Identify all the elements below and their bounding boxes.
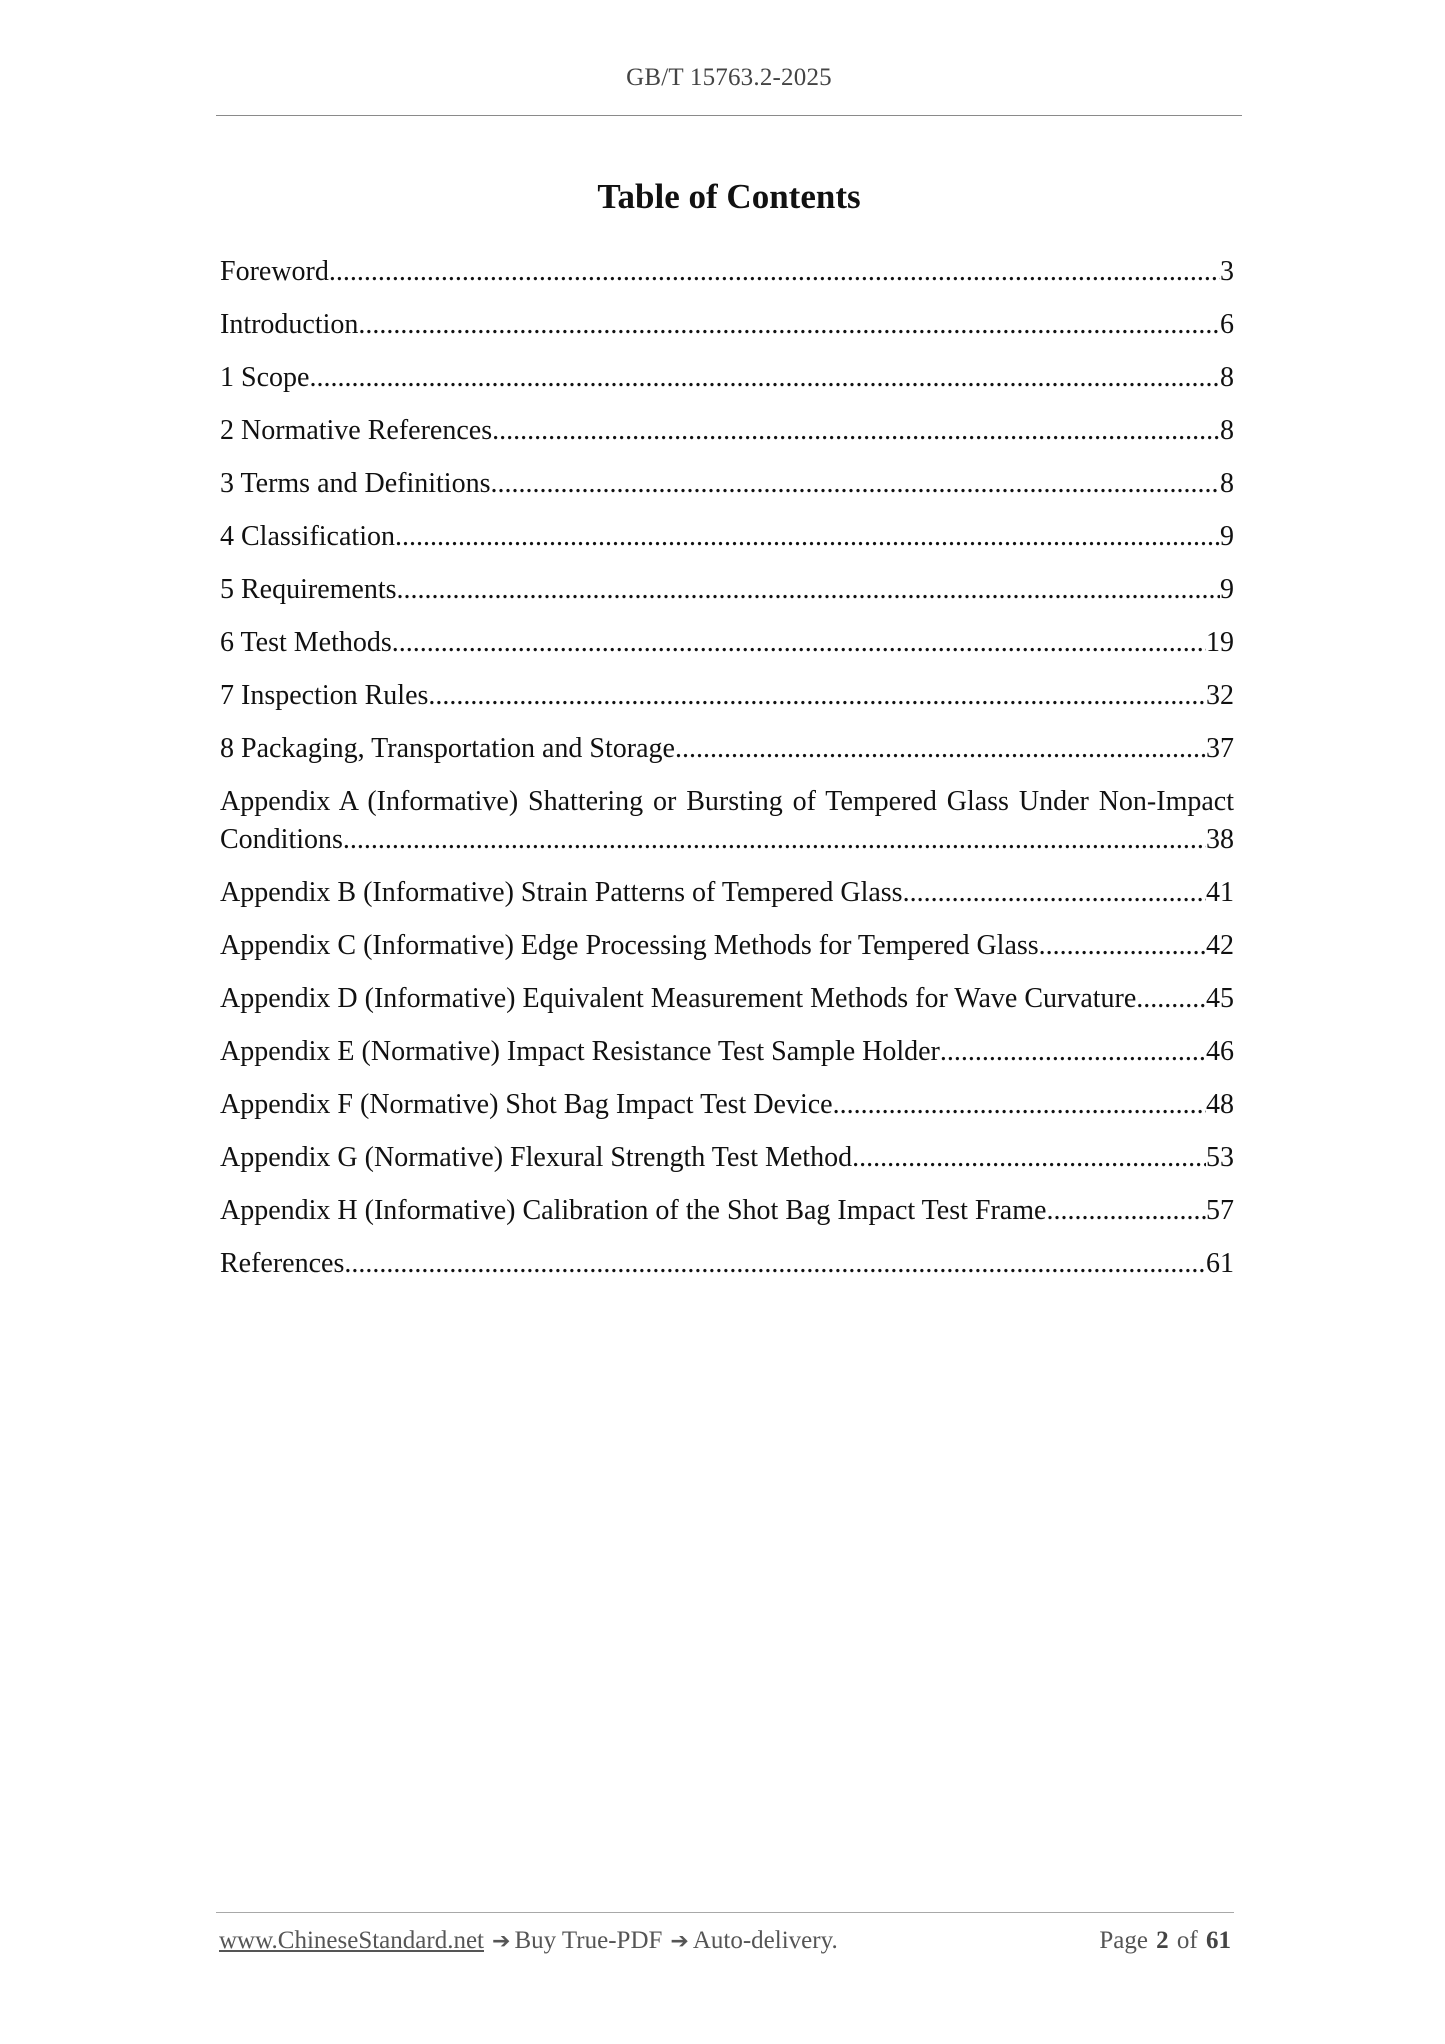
toc-entry-appendix-h[interactable] <box>220 1192 1234 1230</box>
toc-entry-introduction[interactable] <box>220 306 1234 344</box>
right-arrow-icon: ➔ <box>492 1929 511 1954</box>
toc-entry-inspection-rules[interactable] <box>220 677 1234 715</box>
toc-entry-normative-references[interactable] <box>220 412 1234 450</box>
toc-entry-page: 8 <box>1220 362 1234 393</box>
toc-entry-appendix-g[interactable] <box>220 1139 1234 1177</box>
toc-entry-page: 42 <box>1206 930 1234 961</box>
dot-leader <box>344 1245 1206 1283</box>
dot-leader <box>343 821 1206 859</box>
page-word: Page <box>1099 1927 1148 1954</box>
current-page-number: 2 <box>1156 1927 1169 1954</box>
buy-true-pdf-text: Buy True-PDF <box>514 1927 663 1954</box>
toc-entry-label: Introduction <box>220 309 359 340</box>
toc-entry-label: 3 Terms and Definitions <box>220 468 491 499</box>
toc-entry-references[interactable] <box>220 1245 1234 1283</box>
dot-leader <box>329 253 1220 291</box>
auto-delivery-text: Auto-delivery. <box>692 1927 838 1954</box>
toc-entry-packaging[interactable] <box>220 730 1234 768</box>
footer-promo <box>219 1927 838 1955</box>
toc-title: Table of Contents <box>597 177 861 216</box>
toc-entry-appendix-a[interactable] <box>220 783 1234 859</box>
toc-entry-page: 32 <box>1206 680 1234 711</box>
toc-entry-label-continued: Conditions <box>220 824 343 855</box>
toc-entry-page: 53 <box>1206 1142 1234 1173</box>
toc-entry-page: 57 <box>1206 1195 1234 1226</box>
dot-leader <box>492 412 1220 450</box>
toc-entry-label: 6 Test Methods <box>220 627 392 658</box>
total-pages-number: 61 <box>1206 1927 1231 1954</box>
toc-entry-appendix-c[interactable] <box>220 927 1234 965</box>
dot-leader <box>358 306 1220 344</box>
toc-entry-label: Appendix D (Informative) Equivalent Measurement Methods for Wave Curvature <box>220 983 1137 1014</box>
dot-leader <box>852 1139 1206 1177</box>
document-header: GB/T 15763.2-2025 <box>626 64 832 91</box>
toc-entry-foreword[interactable] <box>220 253 1234 291</box>
toc-entry-classification[interactable] <box>220 518 1234 556</box>
page-indicator <box>1097 1927 1231 1955</box>
toc-entry-test-methods[interactable] <box>220 624 1234 662</box>
toc-entry-label: 8 Packaging, Transportation and Storage <box>220 733 675 764</box>
toc-entry-page: 6 <box>1220 309 1234 340</box>
dot-leader <box>903 874 1206 912</box>
toc-entry-label: Foreword <box>220 256 329 287</box>
dot-leader <box>1046 1192 1206 1230</box>
dot-leader <box>428 677 1206 715</box>
toc-entry-label: Appendix G (Normative) Flexural Strength Test Method <box>220 1142 853 1173</box>
toc-entry-label: 1 Scope <box>220 362 310 393</box>
dot-leader <box>1039 927 1206 965</box>
toc-entry-page: 48 <box>1206 1089 1234 1120</box>
dot-leader <box>833 1086 1206 1124</box>
header-divider <box>216 115 1242 116</box>
page-footer <box>219 1927 1231 1955</box>
toc-entry-terms-definitions[interactable] <box>220 465 1234 503</box>
toc-entry-page: 8 <box>1220 468 1234 499</box>
toc-entry-appendix-b[interactable] <box>220 874 1234 912</box>
toc-entry-scope[interactable] <box>220 359 1234 397</box>
toc-entry-page: 41 <box>1206 877 1234 908</box>
toc-entry-label: Appendix C (Informative) Edge Processing Methods for Tempered Glass <box>220 930 1039 961</box>
toc-entry-page: 46 <box>1206 1036 1234 1067</box>
website-link[interactable]: www.ChineseStandard.net <box>219 1927 484 1954</box>
dot-leader <box>395 518 1220 556</box>
toc-entry-page: 9 <box>1220 521 1234 552</box>
toc-entry-label: 2 Normative References <box>220 415 493 446</box>
dot-leader <box>397 571 1220 609</box>
toc-entry-requirements[interactable] <box>220 571 1234 609</box>
dot-leader <box>940 1033 1206 1071</box>
toc-entry-label: References <box>220 1248 345 1279</box>
dot-leader <box>309 359 1220 397</box>
right-arrow-icon: ➔ <box>670 1929 689 1954</box>
toc-entry-page: 8 <box>1220 415 1234 446</box>
toc-entry-label: 7 Inspection Rules <box>220 680 429 711</box>
toc-entry-appendix-e[interactable] <box>220 1033 1234 1071</box>
table-of-contents <box>220 253 1234 1298</box>
dot-leader <box>675 730 1206 768</box>
toc-entry-page: 19 <box>1206 627 1234 658</box>
toc-entry-label: 5 Requirements <box>220 574 397 605</box>
toc-entry-appendix-f[interactable] <box>220 1086 1234 1124</box>
toc-entry-page: 9 <box>1220 574 1234 605</box>
of-word: of <box>1176 1927 1198 1954</box>
toc-entry-page: 38 <box>1206 824 1234 855</box>
dot-leader <box>392 624 1206 662</box>
toc-entry-page: 45 <box>1206 983 1234 1014</box>
toc-entry-label: Appendix B (Informative) Strain Patterns of Tempered Glass <box>220 877 903 908</box>
toc-entry-label: 4 Classification <box>220 521 395 552</box>
toc-entry-appendix-d[interactable] <box>220 980 1234 1018</box>
toc-entry-label: Appendix F (Normative) Shot Bag Impact Test Device <box>220 1089 833 1120</box>
dot-leader <box>1136 980 1206 1018</box>
toc-entry-page: 3 <box>1220 256 1234 287</box>
toc-entry-page: 61 <box>1206 1248 1234 1279</box>
toc-entry-label: Appendix H (Informative) Calibration of the Shot Bag Impact Test Frame <box>220 1195 1047 1226</box>
footer-divider <box>216 1912 1234 1913</box>
toc-entry-label: Appendix E (Normative) Impact Resistance Test Sample Holder <box>220 1036 940 1067</box>
toc-entry-page: 37 <box>1206 733 1234 764</box>
toc-entry-label: Appendix A (Informative) Shattering or Bursting of Tempered Glass Under Non-Impact <box>220 786 1234 817</box>
dot-leader <box>490 465 1220 503</box>
